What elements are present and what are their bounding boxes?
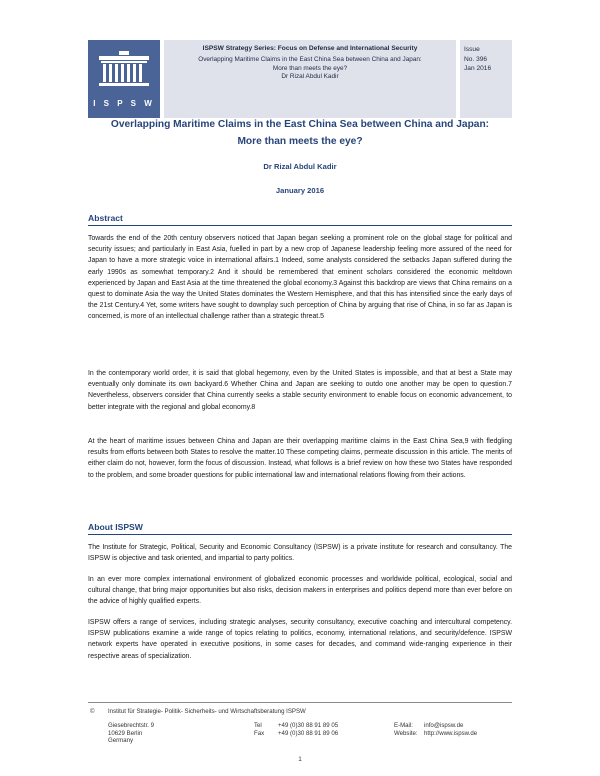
document-author: Dr Rizal Abdul Kadir bbox=[263, 162, 337, 171]
abstract-p3-text: At the heart of maritime issues between China and Japan are their overlapping maritime claims in the East China Sea,9 with fledgling results from efforts between both States to resolve the matter.10 These competing claims, permeate discussion in this article. The merits of either claim do not, however, form the focus of discussion. Instead, what follows is a brief review on how these two States have responded to the problem, and some broader questions for public international law and international relations flowing from their actions. bbox=[88, 438, 512, 479]
document-title bbox=[80, 116, 520, 150]
abstract-p1-text: Towards the end of the 20th century observers noticed that Japan began seeking a prominent role on the global stage for political and security issues; and particularly in East Asia, fuelled in part by a new crop of Japanese leadership feeling more assured of the need for Japan to have a more strategic voice in international affairs.1 Indeed, some analysts considered the setbacks Japan suffered during the early 1990s as somewhat temporary.2 And it should be remembered that eminent scholars considered the economic meltdown experienced by Japan and East Asia at the time threatened the global economy.3 Against this backdrop are views that China remains on a quest to dominate Asia the way the United States dominates the Western Hemisphere, and that this has intensified since the early days of the 21st Century.4 Yet, some writers have sought to downplay such perception of China by arguing that rise of China, in so far as Japan is concerned, is more of an intellectual challenge rather than a strategic threat.5 bbox=[88, 235, 512, 321]
header-subtitle-line1: Overlapping Maritime Claims in the East China Sea between China and Japan: bbox=[198, 56, 422, 63]
issue-date: Jan 2016 bbox=[464, 65, 492, 73]
logo-text: I S P S W bbox=[93, 99, 155, 108]
abstract-paragraph-3 bbox=[88, 436, 512, 481]
about-p2-text: In an ever more complex international environment of globalized economic processes and worldwide political, ecological, social and cultural change, that bring major opportunities but also risks, decision makers in enterprises and politics depend more than ever before on the advice of highly qualified experts. bbox=[88, 576, 512, 606]
tel-value: +49 (0)30 88 91 89 05 bbox=[278, 722, 339, 729]
email-link[interactable]: info@ispsw.de bbox=[424, 722, 464, 729]
footer-phone-labels bbox=[254, 722, 264, 737]
abstract-paragraph-1 bbox=[88, 233, 512, 323]
abstract-p2-text: In the contemporary world order, it is said that global hegemony, even by the United States is impossible, and that at best a State may eventually only dominate its own backyard.6 Whether China and Japan are seeking to outdo one another may be open to question.7 Nevertheless, observers consider that China currently seeks a stable security environment to enable focus on economic advancement, to better integrate with the regional and global economy.8 bbox=[88, 370, 512, 411]
about-heading: About ISPSW bbox=[88, 522, 512, 535]
about-paragraph-1 bbox=[88, 542, 512, 564]
copyright-symbol: © bbox=[90, 708, 95, 715]
footer-address bbox=[108, 722, 154, 745]
title-line1: Overlapping Maritime Claims in the East China Sea between China and Japan: bbox=[110, 119, 490, 130]
footer-city: 10629 Berlin bbox=[108, 729, 143, 737]
abstract-paragraph-2 bbox=[88, 368, 512, 413]
ispsw-logo bbox=[88, 40, 160, 118]
issue-number: No. 396 bbox=[464, 55, 488, 63]
about-p1-text: The Institute for Strategic, Political, Security and Economic Consultancy (ISPSW) is a private institute for research and consultancy. The ISPSW is objective and task oriented, and impartial to party politics. bbox=[88, 544, 512, 563]
header bbox=[88, 40, 512, 118]
footer-country: Germany bbox=[108, 737, 134, 745]
web-label: Website: bbox=[394, 729, 418, 737]
footer-web-values bbox=[424, 722, 477, 737]
header-info bbox=[164, 40, 456, 118]
header-author: Dr Rizal Abdul Kadir bbox=[281, 73, 339, 81]
fax-value: +49 (0)30 88 91 89 06 bbox=[278, 729, 339, 737]
issue-label: Issue bbox=[464, 46, 480, 53]
tel-label: Tel bbox=[254, 722, 262, 729]
building-icon bbox=[97, 50, 151, 90]
footer-street: Giesebrechtstr. 9 bbox=[108, 722, 155, 729]
footer-web-labels bbox=[394, 722, 418, 737]
header-subtitle bbox=[164, 56, 456, 82]
about-paragraph-3 bbox=[88, 617, 512, 662]
document-date: January 2016 bbox=[275, 186, 325, 195]
footer-divider bbox=[88, 702, 512, 703]
series-title: ISPSW Strategy Series: Focus on Defense and International Security bbox=[202, 45, 418, 52]
abstract-heading: Abstract bbox=[88, 213, 512, 226]
footer-phone-values bbox=[278, 722, 338, 737]
email-label: E-Mail: bbox=[394, 722, 413, 729]
about-p3-text: ISPSW offers a range of services, including strategic analyses, security consultancy, executive coaching and intercultural competency. ISPSW publications examine a wide range of topics relating to politics, economy, international relations, and security/defence. ISPSW network experts have operated in executive positions, in some cases for decades, and command wide-ranging experience in their respective areas of specialization. bbox=[88, 619, 512, 660]
header-subtitle-line2: More than meets the eye? bbox=[272, 64, 348, 72]
issue-box bbox=[460, 40, 512, 118]
footer-institute: Institut für Strategie- Politik- Sicherheits- und Wirtschaftsberatung ISPSW bbox=[108, 708, 306, 715]
fax-label: Fax bbox=[254, 729, 265, 737]
about-paragraph-2 bbox=[88, 574, 512, 608]
title-line2: More than meets the eye? bbox=[237, 136, 363, 147]
page-number: 1 bbox=[298, 756, 302, 763]
website-link[interactable]: http://www.ispsw.de bbox=[424, 729, 478, 737]
